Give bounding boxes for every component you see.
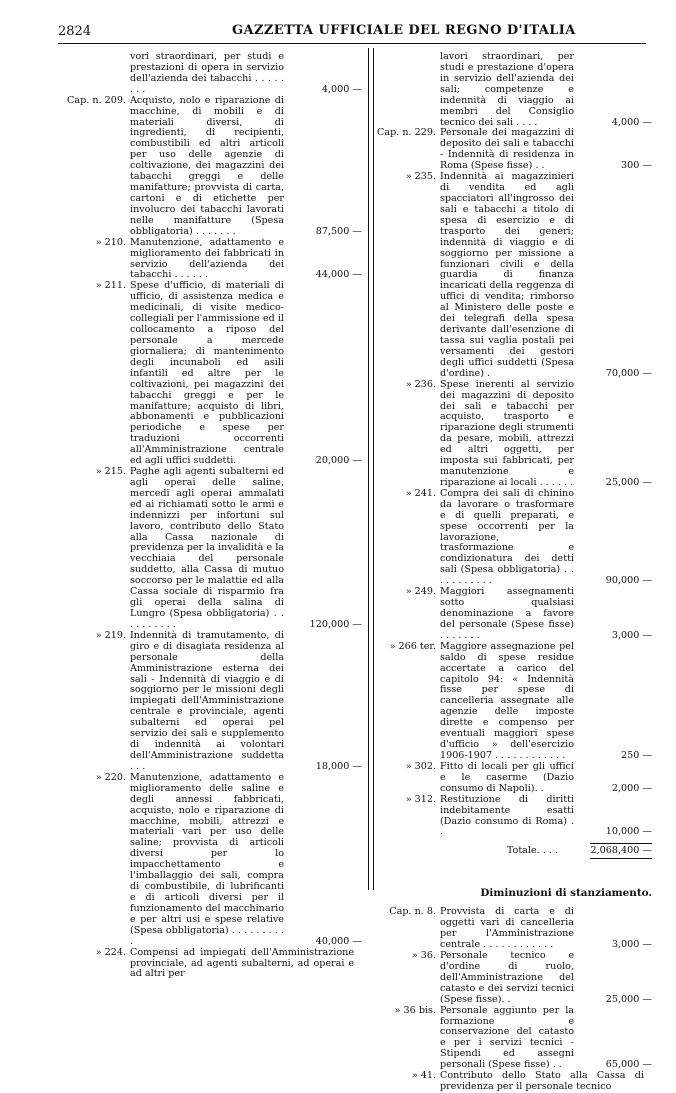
entry-text: Manutenzione, adattamento e miglioramento delle saline e degli annessi fabbricati, acquisto, nolo e riparazione di macchine, mobili, attrezzi e materiali vari per uso delle saline; provvista di articoli diversi per lo impacchettamento e l'imballaggio dei sali, compra di combustibile, di lubrificanti e di articoli diversi per il funzionamento del macchinario e per altri usi e spese relative (Spesa obbligatoria) . . . . . . . . . . [130, 771, 284, 947]
chapter-number: » 236. [405, 378, 436, 390]
budget-entry [376, 128, 652, 172]
chapter-number: » 241. [405, 487, 436, 499]
entry-amount: 87,500 — [315, 225, 362, 237]
entry-amount: 44,000 — [315, 269, 362, 281]
entry-amount: 3,000 — [611, 939, 652, 951]
budget-entry [376, 642, 652, 762]
entry-text: Restituzione di diritti indebitamente esatti (Dazio consumo di Roma) . . [440, 793, 574, 838]
budget-entry [376, 907, 652, 951]
entry-amount: 3,000 — [611, 629, 652, 641]
entry-text: Maggiori assegnamenti sotto qualsiasi denominazione a favore del personale (Spese fisse) . . . . . . . [440, 586, 574, 641]
entry-text: Provvista di carta e di oggetti vari di cancelleria per l'Amministrazione centrale . . . . . . . . . . . . [440, 906, 574, 951]
entry-amount: 40,000 — [315, 935, 362, 947]
chapter-number: » 224. [95, 946, 126, 958]
chapter-number: » 36. [411, 949, 436, 961]
entry-text: Compra dei sali di chinino da lavorare o trasformare e di quelli preparati, e spese occorrenti per la lavorazione, trasformazione e condizionatura dei detti sali (Spesa obbligatoria) . . . . . . . . . . . [440, 487, 574, 587]
entry-amount: 25,000 — [605, 476, 652, 488]
budget-entry [376, 380, 652, 489]
total-rule-top [590, 843, 652, 844]
entry-amount: 70,000 — [605, 367, 652, 379]
budget-entry [376, 762, 652, 795]
entry-amount: 20,000 — [315, 455, 362, 467]
newspaper-title: GAZZETTA UFFICIALE DEL REGNO D'ITALIA [232, 23, 576, 38]
left-column [66, 52, 362, 980]
entry-text: Personale aggiunto per la formazione e conservazione del catasto e per i servizi tecnici - Stipendi ed assegni personali (Spese fisse) . . [440, 1004, 574, 1071]
entry-amount: 4,000 — [321, 83, 362, 95]
budget-entry [376, 795, 652, 839]
entry-text: Compensi ad impiegati dell'Amministrazione provinciale, ad agenti subalterni, ad operai e ad altri per [130, 946, 354, 980]
chapter-number: » 249. [405, 586, 436, 598]
entry-text: Acquisto, nolo e riparazione di macchine, di mobili e di materiali diversi, di ingredienti, di recipienti, combustibili ed altri articoli per uso delle agenzie di coltivazione, dei magazzini dei tabacchi greggi e delle manifatture; provvista di carta, cartoni e di etichette per involucro dei tabacchi lavorati nelle manifatture (Spesa obbligatoria) . . . . . . . [130, 94, 284, 237]
column-divider [368, 48, 374, 890]
entry-text: Personale tecnico e d'ordine di ruolo, dell'Amministrazione del catasto e dei servizi tecnici (Spese fisse). . [440, 949, 574, 1005]
chapter-number: Cap. n. 209. [67, 94, 126, 106]
entry-amount: 18,000 — [315, 760, 362, 772]
entry-text: Spese inerenti al servizio dei magazzini di deposito dei sali e tabacchi per acquisto, trasporto e riparazione degli strumenti da pesare, mobili, attrezzi ed altri oggetti, per imposta sui fabbricati, per manutenzione e riparazione ai locali . . . . . . [440, 378, 574, 488]
right-entries [376, 52, 652, 838]
chapter-number: » 41. [411, 1070, 436, 1082]
budget-entry [66, 96, 362, 238]
budget-entry [376, 587, 652, 642]
chapter-number: » 211. [95, 280, 126, 292]
entry-text: Indennità di tramutamento, di giro e di disagiata residenza al personale della Amministrazione esterna dei sali - Indennità di viaggio e di soggiorno per le missioni degli impiegati dell'Amministrazione centrale e provinciale, agenti subalterni ed operai pel servizio dei sali e supplemento di indennità ai volontari dell'Amministrazione suddetta . . . [130, 629, 284, 772]
budget-entry [66, 773, 362, 948]
entry-amount: 65,000 — [605, 1059, 652, 1071]
entry-text: Indennità ai magazzinieri di vendita ed agli spacciatori all'ingrosso dei sali e tabacchi a titolo di spesa di esercizio e di trasporto dei generi; indennità di viaggio e di soggiorno per missione a funzionari civili e della guardia di finanza incaricati della reggenza di uffici di vendita; rimborso al Ministero delle poste e dei telegrafi della spesa derivante dall'esenzione di tassa sui vaglia postali pei versamenti dei gestori degli uffici suddetti (Spesa d'ordine) . [440, 171, 574, 379]
entry-amount: 10,000 — [605, 826, 652, 838]
budget-entry [376, 951, 652, 1006]
entry-text: lavori straordinari, per studi e prestazione d'opera in servizio dell'azienda dei sali; competenze e indennità di viaggio ai membri del Consiglio tecnico dei sali . . . . [440, 51, 574, 128]
entry-amount: 120,000 — [309, 618, 362, 630]
entry-text: Manutenzione, adattamento e miglioramento dei fabbricati in servizio dell'azienda dei tabacchi . . . . . . [130, 236, 284, 281]
budget-entry [376, 172, 652, 380]
diminuzioni-entries [376, 907, 652, 1093]
entry-amount: 4,000 — [611, 116, 652, 128]
chapter-number: » 220. [95, 771, 126, 783]
budget-entry [376, 1071, 652, 1093]
chapter-number: » 312. [405, 793, 436, 805]
total-rule-bottom [590, 858, 652, 859]
entry-amount: 90,000 — [605, 575, 652, 587]
budget-entry [66, 238, 362, 282]
totale-label: Totale. . . . [506, 845, 558, 857]
entry-amount: 2,000 — [611, 782, 652, 794]
budget-entry [376, 489, 652, 587]
budget-entry [66, 281, 362, 467]
entry-text: Fitto di locali per gli uffici e le caserme (Dazio consumo di Napoli). . [440, 760, 574, 794]
entry-amount: 25,000 — [605, 993, 652, 1005]
chapter-number: » 266 ter. [389, 640, 436, 652]
chapter-number: » 235. [405, 171, 436, 183]
entry-text: Contributo dello Stato alla Cassa di previdenza per il personale tecnico [440, 1070, 644, 1093]
header-rule [58, 43, 646, 44]
chapter-number: » 36 bis. [394, 1004, 436, 1016]
budget-entry [376, 1006, 652, 1072]
entry-text: vori straordinari, per studi e prestazioni di opera in servizio dell'azienda dei tabacchi . . . . . . . . [130, 51, 284, 95]
budget-entry [66, 948, 362, 981]
entry-amount: 250 — [621, 750, 652, 761]
budget-entry [66, 467, 362, 631]
chapter-number: » 210. [95, 236, 126, 248]
entry-text: Paghe agli agenti subalterni ed agli operai delle saline, mercedi agli operai ammalati ed ai richiamati sotto le armi e indennizzi per infortuni sul lavoro, contributo dello Stato alla Cassa nazionale di previdenza per la invalidità e la vecchiaia del personale suddetto, alla Cassa di mutuo soccorso per le malattie ed alla Cassa sociale di risparmio fra gli operai della salina di Lungro (Spesa obbligatoria) . . . . . . . . . . [130, 466, 284, 630]
chapter-number: » 215. [95, 466, 126, 478]
right-column [376, 52, 652, 1093]
entry-text: Spese d'ufficio, di materiali di ufficio, di assistenza medica e medicinali, di visite medico-collegiali per l'ammissione ed il collocamento a riposo del personale a mercede giornaliera; di mantenimento degli incunaboli ed asili infantili ed altre per le coltivazioni, pei magazzini dei tabacchi greggi e per le manifatture; acquisto di libri, abbonamenti e pubblicazioni periodiche e spese per traduzioni occorrenti all'Amministrazione centrale ed agli uffici suddetti. [130, 280, 284, 467]
budget-entry [376, 52, 652, 128]
entry-amount: 300 — [621, 160, 652, 172]
chapter-number: Cap. n. 8. [389, 906, 436, 918]
budget-entry [66, 52, 362, 96]
entry-text: Maggiore assegnazione pel saldo di spese residue accertate a carico del capitolo 94: « Indennità fisse per spese di cancelleria assegnate alle agenzie delle imposte dirette e compenso per eventuali maggiori spese d'ufficio » dell'esercizio 1906-1907 . . . . . . . . . . . . [440, 640, 574, 761]
entry-text: Personale dei magazzini di deposito dei sali e tabacchi - Indennità di residenza in Roma (Spese fisse) . . [440, 127, 574, 172]
chapter-number: Cap. n. 229. [377, 127, 436, 139]
totale-row [376, 846, 652, 858]
chapter-number: » 219. [95, 629, 126, 641]
budget-entry [66, 631, 362, 773]
chapter-number: » 302. [405, 760, 436, 772]
page-number: 2824 [58, 24, 92, 39]
totale-amount: 2,068,400 — [590, 845, 652, 857]
section-title: Diminuzioni di stanziamento. [480, 887, 652, 900]
